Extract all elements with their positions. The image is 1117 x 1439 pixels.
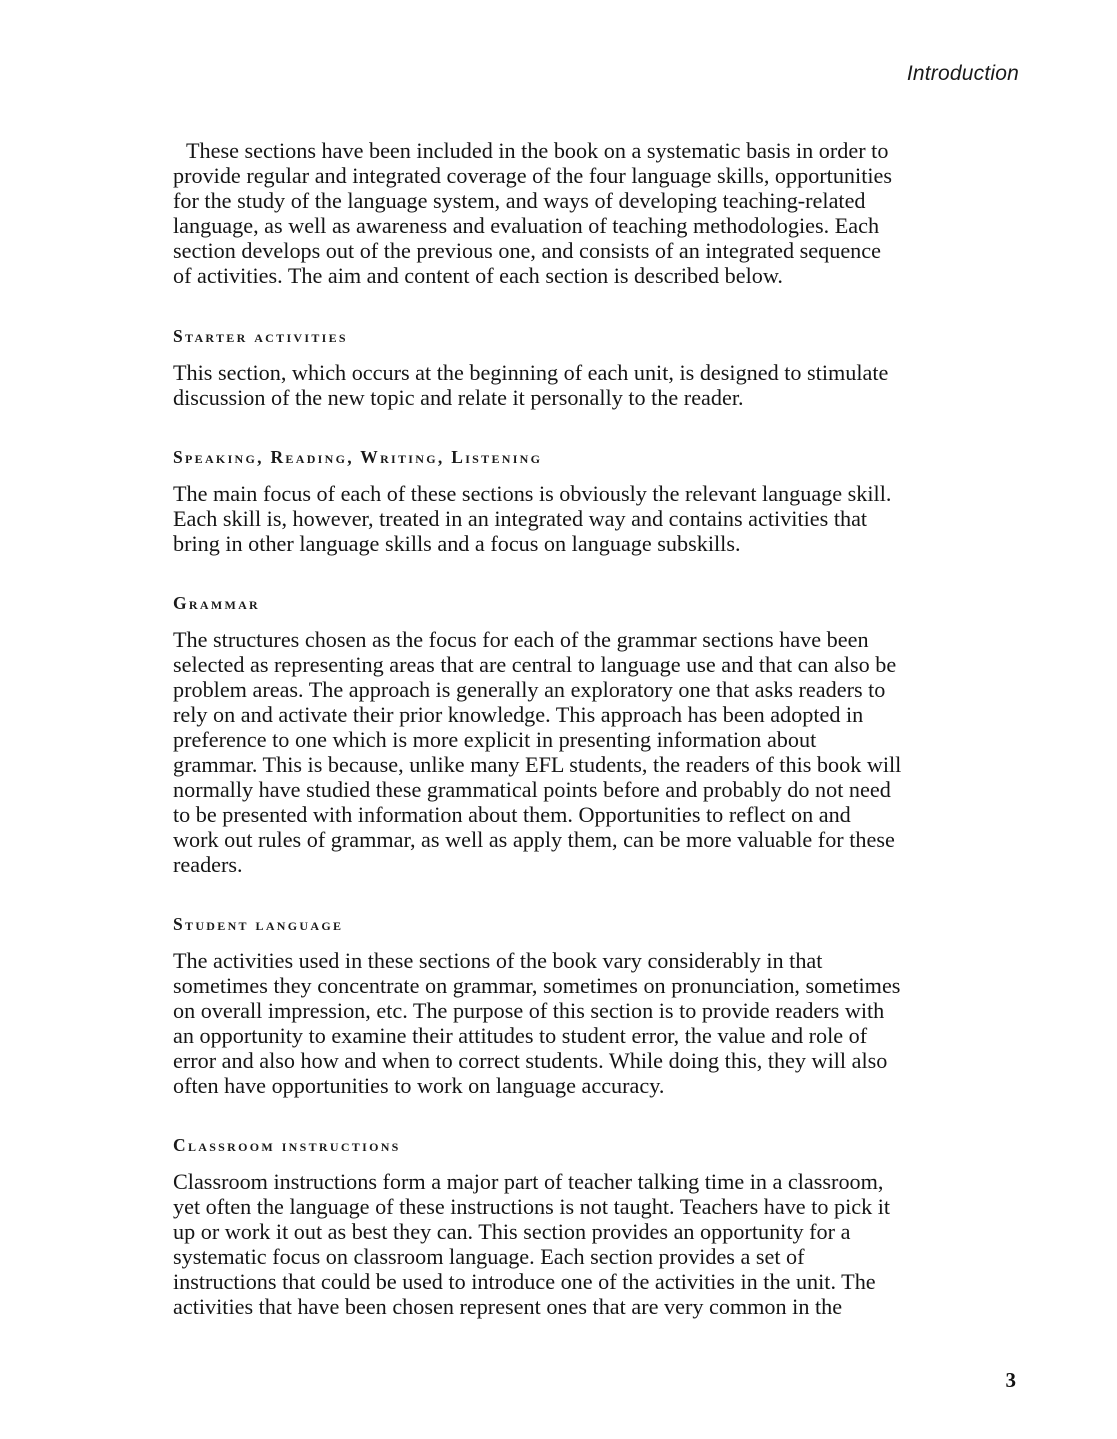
paragraph-line: systematic focus on classroom language. Each section provides a set of <box>173 1244 805 1269</box>
page-number: 3 <box>1005 1368 1016 1392</box>
page-body <box>173 138 973 1356</box>
paragraph-line: The activities used in these sections of the book vary considerably in that <box>173 948 823 973</box>
paragraph-line: work out rules of grammar, as well as apply them, can be more valuable for these <box>173 827 895 852</box>
paragraph-line: often have opportunities to work on language accuracy. <box>173 1073 665 1098</box>
section-heading: Grammar <box>173 593 261 613</box>
paragraph-line: sometimes they concentrate on grammar, sometimes on pronunciation, sometimes <box>173 973 901 998</box>
paragraph-line: The structures chosen as the focus for each of the grammar sections have been <box>173 627 869 652</box>
section-student-language <box>173 914 973 1098</box>
section-starter-activities <box>173 326 973 410</box>
running-head: Introduction <box>906 62 1019 85</box>
paragraph-line: up or work it out as best they can. This section provides an opportunity for a <box>173 1219 851 1244</box>
section-grammar <box>173 593 973 877</box>
section-paragraph <box>173 948 973 1098</box>
section-heading: Starter activities <box>173 326 348 346</box>
section-classroom-instructions <box>173 1135 973 1319</box>
paragraph-line: provide regular and integrated coverage of the four language skills, opportunities <box>173 163 893 188</box>
paragraph-line: to be presented with information about them. Opportunities to reflect on and <box>173 802 851 827</box>
paragraph-line: preference to one which is more explicit in presenting information about <box>173 727 817 752</box>
paragraph-line: an opportunity to examine their attitudes to student error, the value and role of <box>173 1023 868 1048</box>
section-heading: Classroom instructions <box>173 1135 401 1155</box>
paragraph-line: grammar. This is because, unlike many EFL students, the readers of this book will <box>173 752 902 777</box>
section-paragraph <box>173 481 973 556</box>
paragraph-line: error and also how and when to correct students. While doing this, they will also <box>173 1048 888 1073</box>
section-skills <box>173 447 973 556</box>
paragraph-line: normally have studied these grammatical points before and probably do not need <box>173 777 891 802</box>
paragraph-line: language, as well as awareness and evaluation of teaching methodologies. Each <box>173 213 880 238</box>
paragraph-line: These sections have been included in the book on a systematic basis in order to <box>186 138 889 163</box>
section-paragraph <box>173 1169 973 1319</box>
section-paragraph <box>173 360 973 410</box>
section-heading: Speaking, Reading, Writing, Listening <box>173 447 543 467</box>
paragraph-line: problem areas. The approach is generally an exploratory one that asks readers to <box>173 677 886 702</box>
paragraph-line: Each skill is, however, treated in an integrated way and contains activities that <box>173 506 868 531</box>
paragraph-line: for the study of the language system, and ways of developing teaching-related <box>173 188 866 213</box>
section-paragraph <box>173 627 973 877</box>
paragraph-line: instructions that could be used to introduce one of the activities in the unit. The <box>173 1269 876 1294</box>
paragraph-line: activities that have been chosen represent ones that are very common in the <box>173 1294 843 1319</box>
paragraph-line: on overall impression, etc. The purpose of this section is to provide readers with <box>173 998 885 1023</box>
paragraph-line: selected as representing areas that are central to language use and that can also be <box>173 652 897 677</box>
paragraph-line: yet often the language of these instructions is not taught. Teachers have to pick it <box>173 1194 891 1219</box>
paragraph-line: section develops out of the previous one, and consists of an integrated sequence <box>173 238 881 263</box>
paragraph-line: Classroom instructions form a major part of teacher talking time in a classroom, <box>173 1169 884 1194</box>
paragraph-line: This section, which occurs at the beginning of each unit, is designed to stimulate <box>173 360 889 385</box>
paragraph-line: discussion of the new topic and relate it personally to the reader. <box>173 385 744 410</box>
paragraph-line: The main focus of each of these sections is obviously the relevant language skill. <box>173 481 892 506</box>
paragraph-line: of activities. The aim and content of each section is described below. <box>173 263 783 288</box>
paragraph-line: bring in other language skills and a focus on language subskills. <box>173 531 741 556</box>
section-heading: Student language <box>173 914 344 934</box>
intro-paragraph <box>173 138 973 288</box>
paragraph-line: rely on and activate their prior knowledge. This approach has been adopted in <box>173 702 864 727</box>
paragraph-line: readers. <box>173 852 243 877</box>
